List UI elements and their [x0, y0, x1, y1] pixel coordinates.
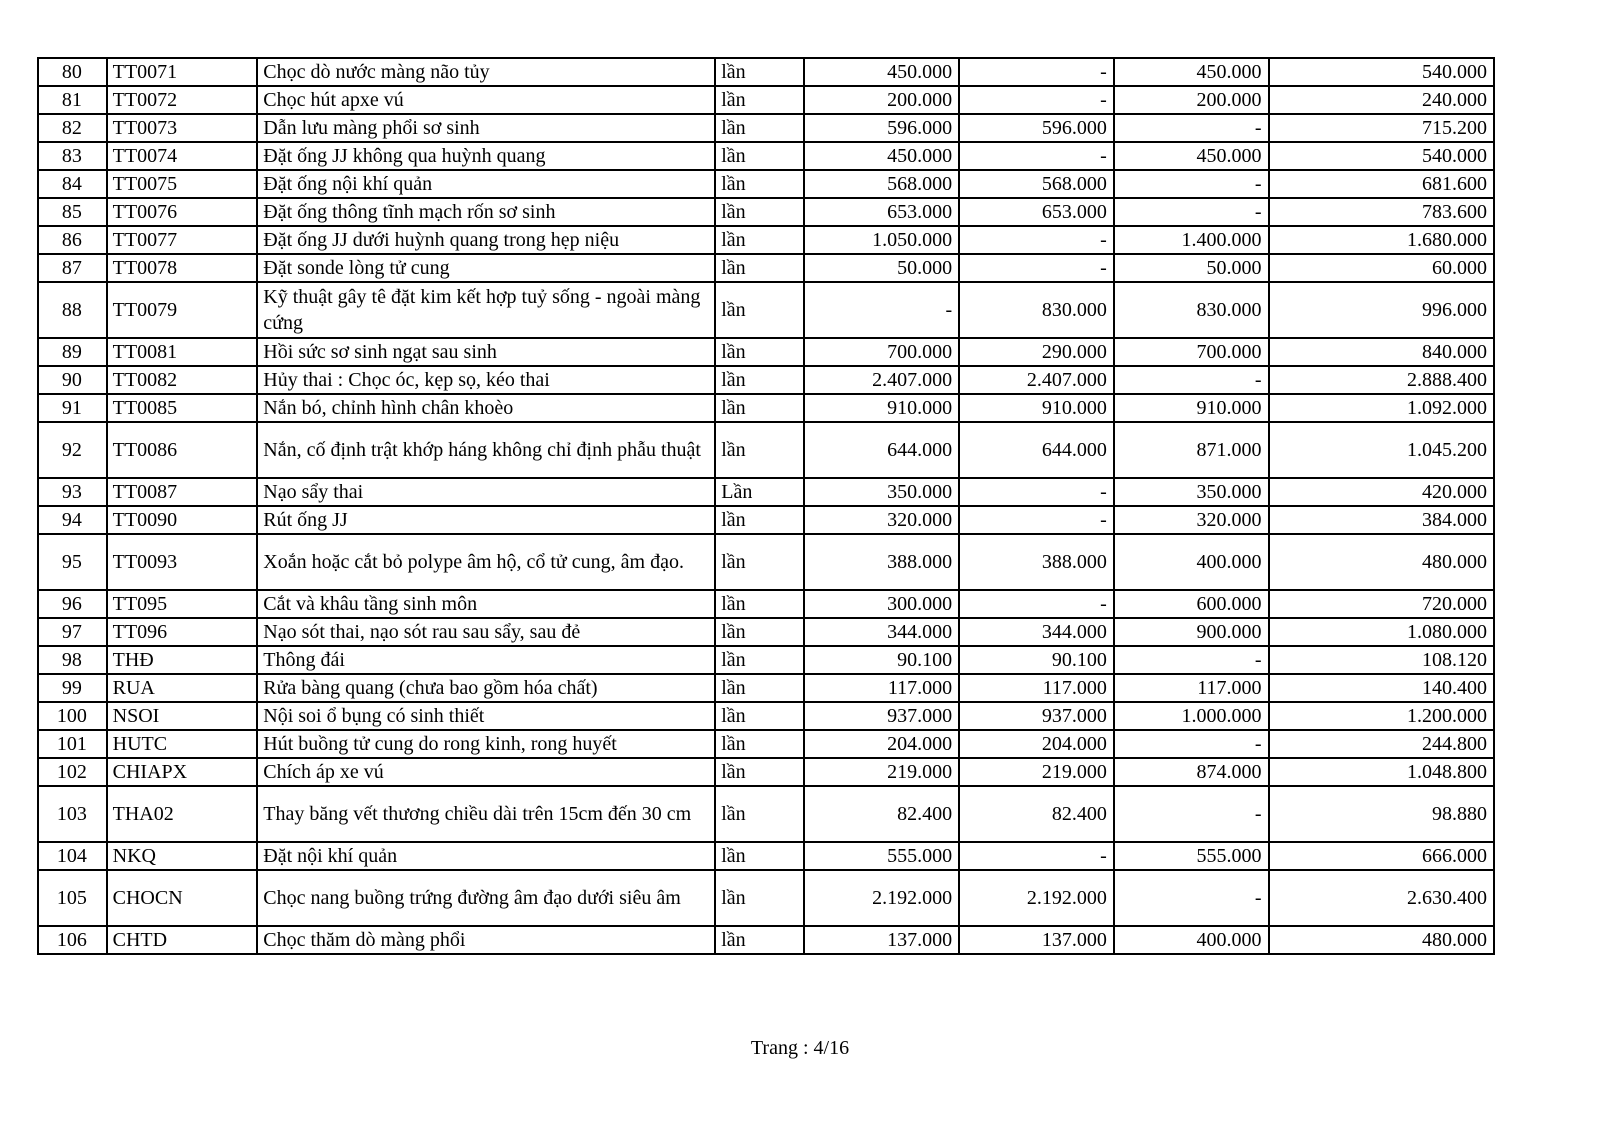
service-name-cell: Nạo sót thai, nạo sót rau sau sẩy, sau đẻ: [257, 618, 715, 646]
price-col-4-cell: 108.120: [1269, 646, 1494, 674]
service-name-cell: Cắt và khâu tầng sinh môn: [257, 590, 715, 618]
table-row: [38, 674, 1494, 702]
table-row: [38, 478, 1494, 506]
service-code-cell: TT0081: [107, 338, 258, 366]
price-col-1-cell: 219.000: [804, 758, 959, 786]
price-col-1-cell: 82.400: [804, 786, 959, 842]
row-number-cell: 91: [38, 394, 107, 422]
price-col-4-cell: 2.888.400: [1269, 366, 1494, 394]
table-row: [38, 786, 1494, 842]
price-col-1-cell: 653.000: [804, 198, 959, 226]
unit-cell: lần: [715, 674, 804, 702]
table-row: [38, 170, 1494, 198]
price-col-2-cell: 568.000: [959, 170, 1114, 198]
price-col-3-cell: 117.000: [1114, 674, 1269, 702]
unit-cell: lần: [715, 170, 804, 198]
row-number-cell: 94: [38, 506, 107, 534]
price-col-3-cell: 555.000: [1114, 842, 1269, 870]
row-number-cell: 93: [38, 478, 107, 506]
price-col-2-cell: 117.000: [959, 674, 1114, 702]
unit-cell: lần: [715, 226, 804, 254]
price-col-3-cell: 871.000: [1114, 422, 1269, 478]
table-row: [38, 86, 1494, 114]
row-number-cell: 86: [38, 226, 107, 254]
price-col-2-cell: -: [959, 142, 1114, 170]
price-col-2-cell: 653.000: [959, 198, 1114, 226]
service-code-cell: TT0086: [107, 422, 258, 478]
table-row: [38, 730, 1494, 758]
price-col-2-cell: 204.000: [959, 730, 1114, 758]
service-code-cell: TT0073: [107, 114, 258, 142]
service-name-cell: Rửa bàng quang (chưa bao gồm hóa chất): [257, 674, 715, 702]
service-code-cell: TT095: [107, 590, 258, 618]
unit-cell: lần: [715, 758, 804, 786]
price-col-4-cell: 540.000: [1269, 142, 1494, 170]
price-col-3-cell: 1.000.000: [1114, 702, 1269, 730]
row-number-cell: 103: [38, 786, 107, 842]
table-row: [38, 702, 1494, 730]
table-row: [38, 506, 1494, 534]
row-number-cell: 98: [38, 646, 107, 674]
table-row: [38, 282, 1494, 338]
price-col-4-cell: 1.092.000: [1269, 394, 1494, 422]
price-col-3-cell: 450.000: [1114, 58, 1269, 86]
price-col-3-cell: 350.000: [1114, 478, 1269, 506]
unit-cell: Lần: [715, 478, 804, 506]
unit-cell: lần: [715, 926, 804, 954]
service-name-cell: Đặt ống nội khí quản: [257, 170, 715, 198]
row-number-cell: 102: [38, 758, 107, 786]
row-number-cell: 97: [38, 618, 107, 646]
price-col-4-cell: 996.000: [1269, 282, 1494, 338]
price-col-2-cell: 937.000: [959, 702, 1114, 730]
table-row: [38, 422, 1494, 478]
price-col-3-cell: -: [1114, 198, 1269, 226]
row-number-cell: 89: [38, 338, 107, 366]
price-col-3-cell: 830.000: [1114, 282, 1269, 338]
price-col-1-cell: 50.000: [804, 254, 959, 282]
table-row: [38, 394, 1494, 422]
unit-cell: lần: [715, 114, 804, 142]
service-name-cell: Chọc thăm dò màng phổi: [257, 926, 715, 954]
price-col-2-cell: -: [959, 478, 1114, 506]
price-col-1-cell: 937.000: [804, 702, 959, 730]
unit-cell: lần: [715, 618, 804, 646]
price-col-1-cell: 1.050.000: [804, 226, 959, 254]
price-col-2-cell: -: [959, 254, 1114, 282]
row-number-cell: 90: [38, 366, 107, 394]
service-code-cell: TT0074: [107, 142, 258, 170]
unit-cell: lần: [715, 394, 804, 422]
price-col-3-cell: 400.000: [1114, 926, 1269, 954]
service-name-cell: Kỹ thuật gây tê đặt kim kết hợp tuỷ sống - ngoài màng cứng: [257, 282, 715, 338]
row-number-cell: 85: [38, 198, 107, 226]
table-row: [38, 646, 1494, 674]
table-row: [38, 590, 1494, 618]
table-row: [38, 114, 1494, 142]
unit-cell: lần: [715, 646, 804, 674]
row-number-cell: 95: [38, 534, 107, 590]
service-name-cell: Chọc dò nước màng não tủy: [257, 58, 715, 86]
price-col-3-cell: 600.000: [1114, 590, 1269, 618]
table-row: [38, 926, 1494, 954]
unit-cell: lần: [715, 590, 804, 618]
service-name-cell: Hủy thai : Chọc óc, kẹp sọ, kéo thai: [257, 366, 715, 394]
price-col-2-cell: 344.000: [959, 618, 1114, 646]
price-col-2-cell: -: [959, 842, 1114, 870]
unit-cell: lần: [715, 506, 804, 534]
service-code-cell: TT0078: [107, 254, 258, 282]
price-col-4-cell: 98.880: [1269, 786, 1494, 842]
price-col-3-cell: 874.000: [1114, 758, 1269, 786]
price-col-3-cell: -: [1114, 870, 1269, 926]
row-number-cell: 104: [38, 842, 107, 870]
price-col-2-cell: -: [959, 590, 1114, 618]
price-col-3-cell: 50.000: [1114, 254, 1269, 282]
price-col-3-cell: 900.000: [1114, 618, 1269, 646]
price-col-2-cell: 2.407.000: [959, 366, 1114, 394]
row-number-cell: 106: [38, 926, 107, 954]
table-row: [38, 142, 1494, 170]
price-col-4-cell: 681.600: [1269, 170, 1494, 198]
price-col-4-cell: 1.045.200: [1269, 422, 1494, 478]
table-row: [38, 58, 1494, 86]
service-name-cell: Đặt sonde lòng tử cung: [257, 254, 715, 282]
service-code-cell: RUA: [107, 674, 258, 702]
table-body: [38, 58, 1494, 954]
price-col-3-cell: -: [1114, 730, 1269, 758]
service-name-cell: Xoắn hoặc cắt bỏ polype âm hộ, cổ tử cung, âm đạo.: [257, 534, 715, 590]
service-name-cell: Thay băng vết thương chiều dài trên 15cm đến 30 cm: [257, 786, 715, 842]
price-col-3-cell: 320.000: [1114, 506, 1269, 534]
price-col-4-cell: 1.080.000: [1269, 618, 1494, 646]
service-code-cell: CHTD: [107, 926, 258, 954]
unit-cell: lần: [715, 338, 804, 366]
price-col-2-cell: -: [959, 86, 1114, 114]
price-col-1-cell: -: [804, 282, 959, 338]
row-number-cell: 84: [38, 170, 107, 198]
price-col-2-cell: 830.000: [959, 282, 1114, 338]
unit-cell: lần: [715, 366, 804, 394]
price-col-2-cell: 388.000: [959, 534, 1114, 590]
table-row: [38, 758, 1494, 786]
price-col-4-cell: 720.000: [1269, 590, 1494, 618]
unit-cell: lần: [715, 786, 804, 842]
service-name-cell: Đặt nội khí quản: [257, 842, 715, 870]
service-code-cell: CHOCN: [107, 870, 258, 926]
row-number-cell: 83: [38, 142, 107, 170]
row-number-cell: 81: [38, 86, 107, 114]
service-code-cell: HUTC: [107, 730, 258, 758]
service-code-cell: TT0082: [107, 366, 258, 394]
price-col-1-cell: 700.000: [804, 338, 959, 366]
price-col-1-cell: 204.000: [804, 730, 959, 758]
table-row: [38, 366, 1494, 394]
unit-cell: lần: [715, 198, 804, 226]
row-number-cell: 99: [38, 674, 107, 702]
price-col-3-cell: -: [1114, 786, 1269, 842]
price-col-1-cell: 555.000: [804, 842, 959, 870]
unit-cell: lần: [715, 142, 804, 170]
service-code-cell: TT0072: [107, 86, 258, 114]
price-col-4-cell: 666.000: [1269, 842, 1494, 870]
price-col-3-cell: -: [1114, 170, 1269, 198]
service-code-cell: TT0093: [107, 534, 258, 590]
service-code-cell: CHIAPX: [107, 758, 258, 786]
service-code-cell: TT0077: [107, 226, 258, 254]
price-col-4-cell: 60.000: [1269, 254, 1494, 282]
service-name-cell: Đặt ống JJ dưới huỳnh quang trong hẹp niệu: [257, 226, 715, 254]
price-col-4-cell: 140.400: [1269, 674, 1494, 702]
unit-cell: lần: [715, 422, 804, 478]
price-col-2-cell: 137.000: [959, 926, 1114, 954]
price-col-1-cell: 137.000: [804, 926, 959, 954]
price-col-2-cell: 2.192.000: [959, 870, 1114, 926]
price-col-4-cell: 783.600: [1269, 198, 1494, 226]
unit-cell: lần: [715, 842, 804, 870]
unit-cell: lần: [715, 730, 804, 758]
service-code-cell: TT0087: [107, 478, 258, 506]
price-col-1-cell: 2.192.000: [804, 870, 959, 926]
price-col-4-cell: 244.800: [1269, 730, 1494, 758]
price-col-4-cell: 715.200: [1269, 114, 1494, 142]
price-col-1-cell: 596.000: [804, 114, 959, 142]
price-col-2-cell: 910.000: [959, 394, 1114, 422]
service-name-cell: Nạo sẩy thai: [257, 478, 715, 506]
price-col-4-cell: 480.000: [1269, 926, 1494, 954]
price-col-4-cell: 480.000: [1269, 534, 1494, 590]
unit-cell: lần: [715, 534, 804, 590]
unit-cell: lần: [715, 58, 804, 86]
table-row: [38, 254, 1494, 282]
service-code-cell: TT096: [107, 618, 258, 646]
service-code-cell: NSOI: [107, 702, 258, 730]
price-col-2-cell: -: [959, 226, 1114, 254]
unit-cell: lần: [715, 86, 804, 114]
price-col-1-cell: 320.000: [804, 506, 959, 534]
unit-cell: lần: [715, 870, 804, 926]
price-col-4-cell: 240.000: [1269, 86, 1494, 114]
service-code-cell: TT0085: [107, 394, 258, 422]
service-name-cell: Chích áp xe vú: [257, 758, 715, 786]
price-col-2-cell: 596.000: [959, 114, 1114, 142]
price-col-3-cell: -: [1114, 114, 1269, 142]
row-number-cell: 92: [38, 422, 107, 478]
table-row: [38, 618, 1494, 646]
price-col-1-cell: 388.000: [804, 534, 959, 590]
table-row: [38, 534, 1494, 590]
price-col-1-cell: 644.000: [804, 422, 959, 478]
service-name-cell: Rút ống JJ: [257, 506, 715, 534]
price-col-4-cell: 1.048.800: [1269, 758, 1494, 786]
unit-cell: lần: [715, 254, 804, 282]
price-col-1-cell: 910.000: [804, 394, 959, 422]
service-name-cell: Nắn, cố định trật khớp háng không chỉ định phẫu thuật: [257, 422, 715, 478]
price-col-1-cell: 568.000: [804, 170, 959, 198]
price-col-1-cell: 200.000: [804, 86, 959, 114]
price-col-3-cell: 1.400.000: [1114, 226, 1269, 254]
price-col-4-cell: 840.000: [1269, 338, 1494, 366]
table-row: [38, 842, 1494, 870]
price-col-3-cell: 200.000: [1114, 86, 1269, 114]
price-col-3-cell: 700.000: [1114, 338, 1269, 366]
service-name-cell: Thông đái: [257, 646, 715, 674]
price-col-3-cell: -: [1114, 646, 1269, 674]
price-table: [37, 57, 1495, 955]
price-col-2-cell: 90.100: [959, 646, 1114, 674]
price-col-4-cell: 2.630.400: [1269, 870, 1494, 926]
service-name-cell: Dẫn lưu màng phổi sơ sinh: [257, 114, 715, 142]
price-col-3-cell: -: [1114, 366, 1269, 394]
unit-cell: lần: [715, 282, 804, 338]
service-code-cell: THA02: [107, 786, 258, 842]
row-number-cell: 100: [38, 702, 107, 730]
table-row: [38, 870, 1494, 926]
price-col-2-cell: -: [959, 506, 1114, 534]
row-number-cell: 87: [38, 254, 107, 282]
service-name-cell: Nội soi ổ bụng có sinh thiết: [257, 702, 715, 730]
price-col-1-cell: 90.100: [804, 646, 959, 674]
service-code-cell: NKQ: [107, 842, 258, 870]
service-name-cell: Chọc nang buồng trứng đường âm đạo dưới siêu âm: [257, 870, 715, 926]
price-col-1-cell: 300.000: [804, 590, 959, 618]
service-code-cell: TT0079: [107, 282, 258, 338]
service-code-cell: THĐ: [107, 646, 258, 674]
price-col-2-cell: 644.000: [959, 422, 1114, 478]
row-number-cell: 82: [38, 114, 107, 142]
table-row: [38, 198, 1494, 226]
price-col-3-cell: 910.000: [1114, 394, 1269, 422]
service-code-cell: TT0071: [107, 58, 258, 86]
service-name-cell: Hút buồng tử cung do rong kinh, rong huyết: [257, 730, 715, 758]
service-name-cell: Đặt ống JJ không qua huỳnh quang: [257, 142, 715, 170]
price-col-2-cell: 290.000: [959, 338, 1114, 366]
row-number-cell: 88: [38, 282, 107, 338]
service-name-cell: Chọc hút apxe vú: [257, 86, 715, 114]
price-col-3-cell: 450.000: [1114, 142, 1269, 170]
price-col-1-cell: 2.407.000: [804, 366, 959, 394]
table-row: [38, 226, 1494, 254]
row-number-cell: 105: [38, 870, 107, 926]
price-col-4-cell: 1.200.000: [1269, 702, 1494, 730]
price-col-3-cell: 400.000: [1114, 534, 1269, 590]
row-number-cell: 96: [38, 590, 107, 618]
price-col-1-cell: 117.000: [804, 674, 959, 702]
price-col-1-cell: 350.000: [804, 478, 959, 506]
price-col-4-cell: 420.000: [1269, 478, 1494, 506]
page-number: Trang : 4/16: [750, 1037, 850, 1059]
price-col-4-cell: 540.000: [1269, 58, 1494, 86]
price-col-1-cell: 344.000: [804, 618, 959, 646]
service-name-cell: Nắn bó, chỉnh hình chân khoèo: [257, 394, 715, 422]
price-col-1-cell: 450.000: [804, 58, 959, 86]
service-name-cell: Hồi sức sơ sinh ngạt sau sinh: [257, 338, 715, 366]
service-name-cell: Đặt ống thông tĩnh mạch rốn sơ sinh: [257, 198, 715, 226]
price-col-4-cell: 1.680.000: [1269, 226, 1494, 254]
price-col-2-cell: -: [959, 58, 1114, 86]
service-code-cell: TT0090: [107, 506, 258, 534]
service-code-cell: TT0076: [107, 198, 258, 226]
price-col-4-cell: 384.000: [1269, 506, 1494, 534]
row-number-cell: 101: [38, 730, 107, 758]
table-row: [38, 338, 1494, 366]
price-col-2-cell: 82.400: [959, 786, 1114, 842]
service-code-cell: TT0075: [107, 170, 258, 198]
row-number-cell: 80: [38, 58, 107, 86]
price-col-2-cell: 219.000: [959, 758, 1114, 786]
price-col-1-cell: 450.000: [804, 142, 959, 170]
unit-cell: lần: [715, 702, 804, 730]
